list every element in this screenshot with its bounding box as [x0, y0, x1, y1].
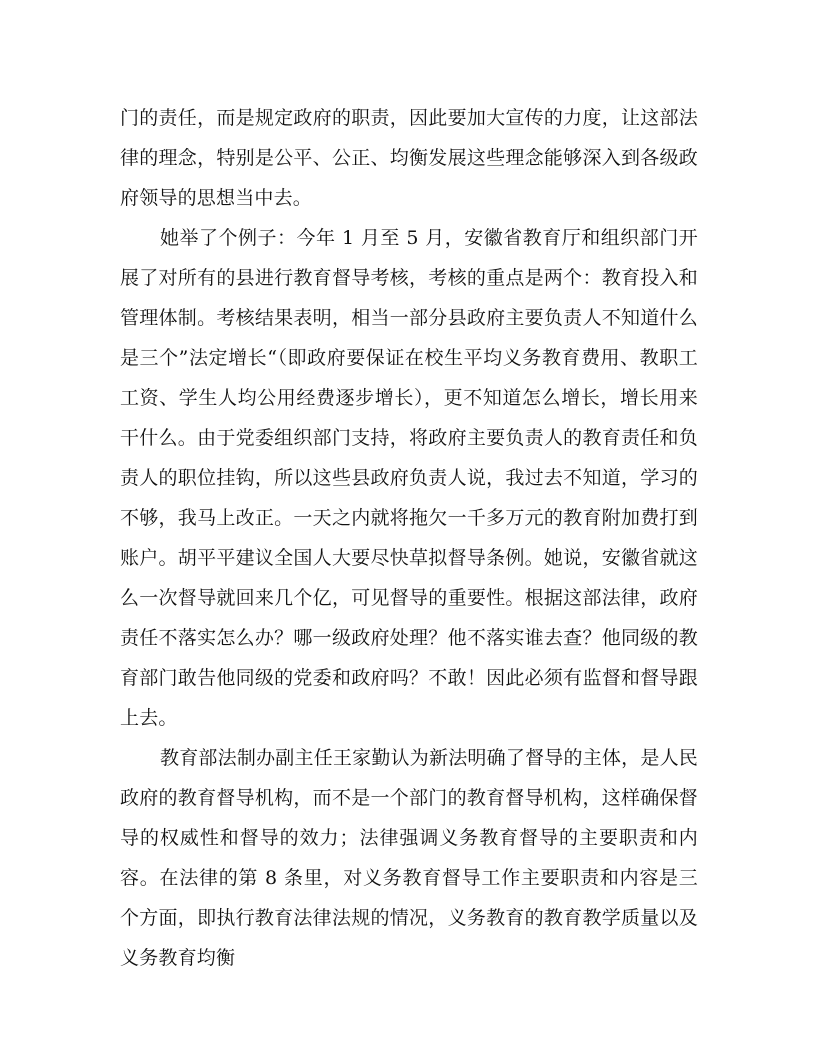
body-text — [120, 98, 698, 978]
paragraph-anhui-example: 她举了个例子：今年 1 月至 5 月，安徽省教育厅和组织部门开展了对所有的县进行教育督导考核，考核的重点是两个：教育投入和管理体制。考核结果表明，相当一部分县政府主要负责人不知道什么是三个”法定增长“（即政府要保证在校生平均义务教育费用、教职工工资、学生人均公用经费逐步增长），更不知道怎么增长，增长用来干什么。由于党委组织部门支持，将政府主要负责人的教育责任和负责人的职位挂钩，所以这些县政府负责人说，我过去不知道，学习的不够，我马上改正。一天之内就将拖欠一千多万元的教育附加费打到账户。胡平平建议全国人大要尽快草拟督导条例。她说，安徽省就这么一次督导就回来几个亿，可见督导的重要性。根据这部法律，政府责任不落实怎么办？哪一级政府处理？他不落实谁去查？他同级的教育部门敢告他同级的党委和政府吗？不敢！因此必须有监督和督导跟上去。 — [120, 227, 698, 729]
paragraph-wang-jiaqin: 教育部法制办副主任王家勤认为新法明确了督导的主体，是人民政府的教育督导机构，而不是一个部门的教育督导机构，这样确保督导的权威性和督导的效力；法律强调义务教育督导的主要职责和内容。在法律的第 8 条里，对义务教育督导工作主要职责和内容是三个方面，即执行教育法律法规的情况，义务教育的教育教学质量以及义务教育均衡 — [120, 747, 698, 969]
paragraph-continuation: 门的责任，而是规定政府的职责，因此要加大宣传的力度，让这部法律的理念，特别是公平、公正、均衡发展这些理念能够深入到各级政府领导的思想当中去。 — [120, 107, 698, 209]
